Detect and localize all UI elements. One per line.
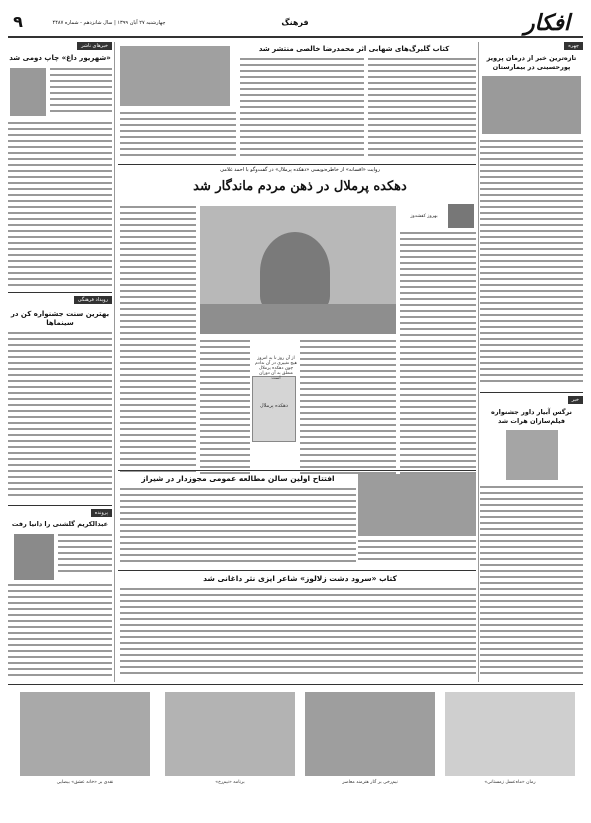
left-text-1 [50,68,112,120]
left-text-5 [8,584,112,680]
bottom-caption-4: رمان «ماه‌عسل زمستانی» [484,780,536,785]
main-story-text-1 [400,232,476,480]
top-story-headline: کتاب گلبرگ‌های شهابی اثر محمدرضا خالصی منتشر شد [258,45,450,53]
main-story-byline: بهروز کفشدوز [410,214,438,219]
right-headline-1: تازه‌ترین خبر از درمان پرویز پورحسینی در بیمارستان [486,54,577,71]
interview-photo [448,204,474,228]
reading-story-text-2 [358,540,476,566]
right-tag-1: چهره [564,42,583,50]
reading-story-headline: افتتاح اولین سالن مطالعه عمومی مجوزدار در شیراز [141,474,335,483]
poetry-story-text [120,588,476,680]
bottom-caption-1: نقدی بر «خانه عشق» بیضایی [56,780,114,785]
left-headline-2: بهترین سنت جشنواره کن در سینماها [10,310,110,327]
section-title: فرهنگ [281,18,309,27]
masthead-rule [8,36,583,38]
left-text-2 [8,122,112,292]
right-column [480,42,583,682]
left-text-4 [58,534,112,580]
bottom-photo-4 [445,692,575,776]
bottom-caption-2: برنامه «نیم‌رخ» [215,780,245,785]
top-story-text-3 [120,112,236,160]
book-cover-photo [10,68,46,116]
main-story-quote: از آن روز تا به امروز هیچ تغییری در آن ندادم چون دهکده پرملال متعلق به آن دوران است [255,356,297,381]
poetry-story-headline: کتاب «سرود دشت زلالوز» شاعر ایزی نثر داغانی شد [203,574,397,583]
bottom-photo-1 [20,692,150,776]
left-tag-1: خبرهای ناشر [77,42,112,50]
bottom-caption-3: نیم‌رخی بر آثار هنرمند معاصر [342,780,398,785]
top-story-photo [120,46,230,106]
right-text-1 [480,140,583,386]
book-cover [252,376,296,442]
left-text-3 [8,332,112,502]
main-story-text-4 [200,340,250,480]
bottom-photo-3 [305,692,435,776]
main-story-text-2 [120,206,196,480]
left-headline-1: «شهریور داغ» چاپ دومی شد [9,54,111,62]
left-tag-3: پرونده [91,509,112,517]
main-story-headline: دهکده پرملال در ذهن مردم ماندگار شد [193,179,407,194]
pourhosseini-photo [482,76,581,134]
main-story-kicker: روایت «افسانه» از خاطره‌نویسی «دهکده پرملال» در گفت‌وگو با احمد غلامی [220,167,380,173]
main-story-photo [200,206,396,334]
reading-story-text-1 [120,488,356,566]
main-story-text-3 [300,340,396,480]
page-number: ۹ [13,12,23,31]
date-line: چهارشنبه ۲۷ آبان ۱۳۹۹ | سال شانزدهم - شماره ۴۴۸۷ [52,20,166,26]
top-story-text-2 [240,58,364,160]
book-cover-title: دهکده پرملال [260,403,288,409]
top-story-text-1 [368,58,476,160]
left-tag-2: رویداد فرهنگی [74,296,112,304]
right-tag-2: خبر [568,396,583,404]
right-headline-2: نرگس آبیار داور جشنواره فیلم‌سازان هرات شد [491,408,572,425]
right-text-2 [480,486,583,680]
golshani-photo [14,534,54,580]
abyar-photo [506,430,558,480]
bottom-photo-2 [165,692,295,776]
newspaper-logo: افکار [523,10,571,36]
left-headline-3: عبدالکریم گلشنی را دانیا رفت [11,520,109,528]
left-column [8,42,112,682]
reading-story-photo [358,474,476,536]
